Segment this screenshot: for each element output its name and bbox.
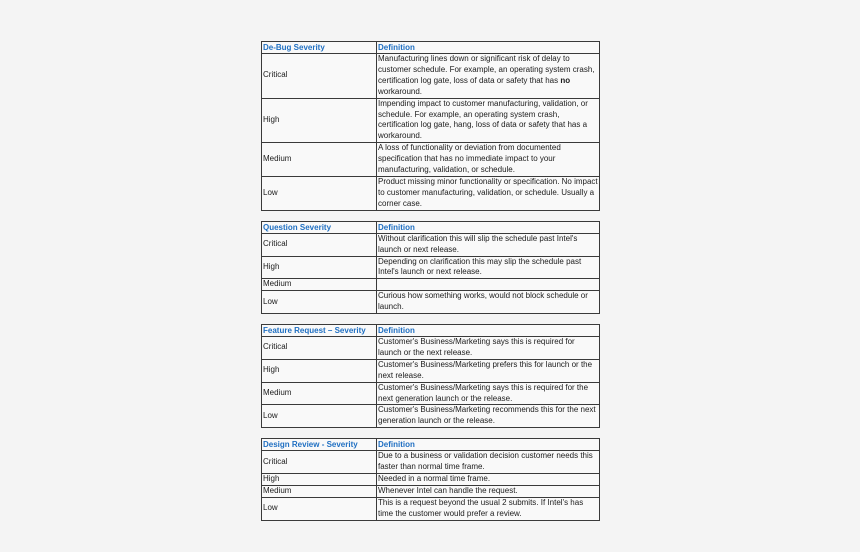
table-row bbox=[262, 486, 600, 498]
definition-cell: Product missing minor functionality or specification. No impact to customer manufacturing, validation, or schedule. Usually a corner case. bbox=[377, 176, 600, 210]
table-row bbox=[262, 143, 600, 177]
debug-severity-table bbox=[261, 41, 600, 211]
severity-cell: Critical bbox=[262, 337, 377, 360]
definition-text-end: workaround. bbox=[378, 86, 423, 96]
design-review-severity-table bbox=[261, 438, 600, 520]
severity-column-header: Design Review - Severity bbox=[262, 439, 377, 451]
table-header-row bbox=[262, 439, 600, 451]
definition-cell: Without clarification this will slip the schedule past Intel's launch or next release. bbox=[377, 233, 600, 256]
definition-cell: Curious how something works, would not block schedule or launch. bbox=[377, 291, 600, 314]
table-row bbox=[262, 474, 600, 486]
table-row bbox=[262, 451, 600, 474]
severity-cell: High bbox=[262, 256, 377, 279]
table-header-row bbox=[262, 325, 600, 337]
table-header-row bbox=[262, 221, 600, 233]
table-header-row bbox=[262, 42, 600, 54]
table-row bbox=[262, 382, 600, 405]
table-row bbox=[262, 279, 600, 291]
severity-cell: Medium bbox=[262, 143, 377, 177]
severity-cell: Critical bbox=[262, 54, 377, 99]
severity-cell: High bbox=[262, 474, 377, 486]
severity-document bbox=[261, 41, 599, 531]
definition-bold-text: no bbox=[560, 75, 571, 85]
table-row bbox=[262, 98, 600, 143]
definition-cell: Customer's Business/Marketing prefers this for launch or the next release. bbox=[377, 359, 600, 382]
definition-cell: Needed in a normal time frame. bbox=[377, 474, 600, 486]
definition-column-header: Definition bbox=[377, 42, 600, 54]
definition-cell: This is a request beyond the usual 2 submits. If Intel's has time the customer would prefer a review. bbox=[377, 497, 600, 520]
definition-cell: Whenever Intel can handle the request. bbox=[377, 486, 600, 498]
table-row bbox=[262, 497, 600, 520]
definition-cell: A loss of functionality or deviation from documented specification that has no immediate impact to your manufacturing, validation, or schedule. bbox=[377, 143, 600, 177]
question-severity-table bbox=[261, 221, 600, 314]
severity-cell: High bbox=[262, 98, 377, 143]
table-row bbox=[262, 233, 600, 256]
severity-column-header: De-Bug Severity bbox=[262, 42, 377, 54]
severity-cell: Low bbox=[262, 176, 377, 210]
definition-cell: Due to a business or validation decision customer needs this faster than normal time frame. bbox=[377, 451, 600, 474]
definition-text: Manufacturing lines down or significant risk of delay to customer schedule. For example, an operating system crash, certification log gate, loss of data or safety that has bbox=[378, 54, 595, 85]
severity-cell: Medium bbox=[262, 382, 377, 405]
severity-column-header: Question Severity bbox=[262, 221, 377, 233]
table-row bbox=[262, 405, 600, 428]
severity-cell: Low bbox=[262, 405, 377, 428]
severity-cell: Low bbox=[262, 497, 377, 520]
table-row bbox=[262, 54, 600, 99]
severity-cell: Low bbox=[262, 291, 377, 314]
table-row bbox=[262, 176, 600, 210]
feature-request-severity-table bbox=[261, 324, 600, 428]
table-row bbox=[262, 359, 600, 382]
definition-column-header: Definition bbox=[377, 439, 600, 451]
definition-cell bbox=[377, 279, 600, 291]
definition-column-header: Definition bbox=[377, 221, 600, 233]
definition-cell bbox=[377, 54, 600, 99]
definition-column-header: Definition bbox=[377, 325, 600, 337]
severity-cell: High bbox=[262, 359, 377, 382]
severity-cell: Critical bbox=[262, 451, 377, 474]
definition-cell: Customer's Business/Marketing recommends this for the next generation launch or the release. bbox=[377, 405, 600, 428]
definition-cell: Customer's Business/Marketing says this is required for the next generation launch or the release. bbox=[377, 382, 600, 405]
severity-cell: Medium bbox=[262, 279, 377, 291]
definition-cell: Impending impact to customer manufacturing, validation, or schedule. For example, an operating system crash, certification log gate, hang, loss of data or safety that has a workaround. bbox=[377, 98, 600, 143]
severity-column-header: Feature Request – Severity bbox=[262, 325, 377, 337]
table-row bbox=[262, 337, 600, 360]
severity-cell: Critical bbox=[262, 233, 377, 256]
table-row bbox=[262, 256, 600, 279]
table-row bbox=[262, 291, 600, 314]
severity-cell: Medium bbox=[262, 486, 377, 498]
definition-cell: Customer's Business/Marketing says this is required for launch or the next release. bbox=[377, 337, 600, 360]
definition-cell: Depending on clarification this may slip the schedule past Intel's launch or next release. bbox=[377, 256, 600, 279]
